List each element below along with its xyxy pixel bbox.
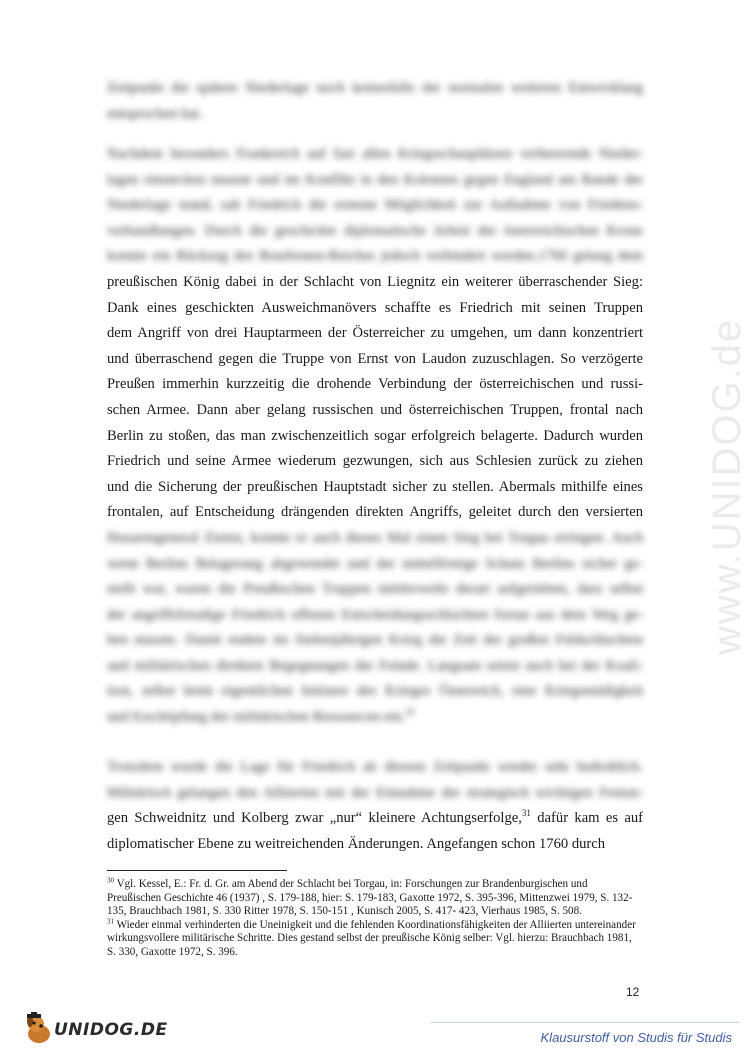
blurred-text-line bbox=[107, 168, 643, 194]
footnotes bbox=[107, 878, 643, 960]
line-text: frontalen, auf Entscheidung drängenden direkten Angriffs, geleitet durch den versierten bbox=[107, 504, 643, 521]
text-line bbox=[107, 424, 643, 450]
footnote-reference: 30 bbox=[405, 707, 415, 718]
line-text: und Erschöpfung der militärischen Ressourcen ein. bbox=[107, 709, 406, 726]
footnote-text: Wieder einmal verhinderten die Uneinigkeit und die fehlenden Koordinationsfähigkeiten der Alliierten untereinander wirkungsvollere militärische Schritte. Dies gestand selbst der preußische König selber: Vgl. hierzu: Brauchbach 1981, S. 330, Gaxotte 1972, S. 396. bbox=[107, 918, 636, 958]
paragraph bbox=[107, 142, 643, 731]
blurred-text-line bbox=[107, 755, 643, 781]
line-text: und die Sicherung der preußischen Hauptstadt sicher zu stellen. Abermals mithilfe eines bbox=[107, 478, 643, 495]
line-text: und überraschend gegen die Truppe von Ernst von Laudon zuzuschlagen. So verzögerte bbox=[107, 350, 643, 367]
paragraph bbox=[107, 76, 643, 127]
blurred-text-line bbox=[107, 526, 643, 552]
line-text: Nachdem besonders Frankreich auf fast allen Kriegsschauplätzen verheerende Nieder- bbox=[107, 146, 643, 162]
blurred-text-line bbox=[107, 654, 643, 680]
footnote bbox=[107, 878, 643, 919]
line-text: Berlin zu stoßen, das man zwischenzeitlich sogar erfolgreich belagerte. Dadurch wurden bbox=[107, 427, 643, 444]
blurred-text-line bbox=[107, 142, 643, 168]
line-text: Zeitpunkt die spätere Niederlage noch keinesfalls der normalen weiteren Entwicklung bbox=[107, 80, 643, 96]
line-text: entsprochen hat. bbox=[107, 105, 203, 122]
line-text: Preußen immerhin kurzzeitig die drohende Verbindung der österreichischen und russi- bbox=[107, 376, 643, 393]
line-text: konnte ein Rückzug des Bourbonen-Reiches jedoch verhindert werden.1760 gelang dem bbox=[107, 248, 643, 265]
line-text: verhandlungen. Durch die geschickte diplomatische Arbeit der österreichischen Krone bbox=[107, 222, 643, 239]
text-line bbox=[107, 372, 643, 398]
text-line bbox=[107, 500, 643, 526]
text-line bbox=[107, 270, 643, 296]
text-line bbox=[107, 475, 643, 501]
line-text: wenn Berlins Belagerung abgewendet und der mittelfristige Schutz Berlins sicher ge- bbox=[107, 555, 643, 572]
line-text: hen musste. Damit endete im Siebenjährigen Krieg die Zeit der großen Feldschlachten bbox=[107, 632, 643, 649]
line-text: dem Angriff von drei Hauptarmeen der Österreicher zu umgehen, um dann konzentriert bbox=[107, 325, 643, 342]
blurred-text-line bbox=[107, 552, 643, 578]
watermark: www.UNIDOG.de bbox=[705, 317, 749, 655]
line-text: stellt war, waren die Preußischen Truppen mittlerweile derart aufgerieben, dass selbst bbox=[107, 581, 643, 598]
text-line bbox=[107, 398, 643, 424]
line-text: Niederlage stand, sah Friedrich die erneute Möglichkeit zur Aufnahme von Friedens- bbox=[107, 197, 643, 214]
line-text: preußischen König dabei in der Schlacht von Liegnitz ein weiterer überraschender Sieg: bbox=[107, 273, 643, 290]
footnote-number: 30 bbox=[107, 876, 114, 885]
line-text: Friedrich und seine Armee wiederum gezwungen, sich aus Schlesien zurück zu ziehen bbox=[107, 453, 643, 470]
text-line bbox=[107, 832, 643, 858]
blurred-text-line bbox=[107, 219, 643, 245]
blurred-text-line bbox=[107, 577, 643, 603]
line-text: Trotzdem wurde die Lage für Friedrich ab diesem Zeitpunkt wieder sehr bedrohlich. bbox=[107, 759, 643, 775]
blurred-text-line bbox=[107, 781, 643, 807]
line-text: gen Schweidnitz und Kolberg zwar „nur“ kleinere Achtungserfolge, bbox=[107, 810, 522, 827]
text-line bbox=[107, 321, 643, 347]
text-line bbox=[107, 296, 643, 322]
footer-tagline: Klausurstoff von Studis für Studis bbox=[540, 1030, 732, 1045]
blurred-text-line bbox=[107, 705, 643, 731]
blurred-text-line bbox=[107, 628, 643, 654]
line-text: lagen einstecken musste und im Konflikt in den Kolonien gegen England am Rande der bbox=[107, 171, 643, 188]
blurred-text-line bbox=[107, 244, 643, 270]
blurred-text-line bbox=[107, 102, 643, 128]
line-text: Militärisch gelangen den Alliierten mit der Einnahme der strategisch wichtigen Festun- bbox=[107, 784, 643, 801]
footnote-reference: 31 bbox=[521, 808, 531, 819]
text-line bbox=[107, 449, 643, 475]
paragraph bbox=[107, 755, 643, 857]
line-text: diplomatischer Ebene zu weitreichenden Änderungen. Angefangen schon 1760 durch bbox=[107, 835, 606, 852]
line-text: der angriffsfreudige Friedrich offenen Entscheidungsschlachten fortan aus dem Weg ge- bbox=[107, 606, 643, 623]
footnote bbox=[107, 919, 643, 960]
text-line bbox=[107, 347, 643, 373]
blurred-text-line bbox=[107, 603, 643, 629]
line-text: und militärischen direkten Begegnungen der Feinde. Langsam setzte auch bei der Koali- bbox=[107, 657, 643, 674]
logo-text: UNIDOG.DE bbox=[54, 1020, 168, 1040]
line-text: schen Armee. Dann aber gelang russischen und österreichischen Truppen, frontal nach bbox=[107, 401, 643, 418]
line-text: tion, selbst beim eigentlichen Initiator des Krieges Österreich, eine Kriegsmüdigkeit bbox=[107, 683, 643, 700]
blurred-text-line bbox=[107, 679, 643, 705]
blurred-text-line bbox=[107, 193, 643, 219]
line-text: Husarengeneral Zieten, konnte er auch dieses Mal einen Sieg bei Torgau erringen. Auch bbox=[107, 529, 643, 546]
footer-rule bbox=[430, 1022, 740, 1023]
line-text-continued: dafür kam es auf bbox=[530, 810, 643, 827]
text-line bbox=[107, 806, 643, 832]
footnote-text: Vgl. Kessel, E.: Fr. d. Gr. am Abend der Schlacht bei Torgau, in: Forschungen zur Brandenburgischen und Preußischen Geschichte 46 (1937) , S. 179-188, hier: S. 179-183, Gaxotte 1972, S. 395-396, Mittenzwei 1979, S. 132-135, Brauchbach 1981, S. 330 Ritter 1978, S. 150-151 , Kunisch 2005, S. 417- 423, Vierhaus 1985, S. 508. bbox=[107, 878, 633, 918]
page-number: 12 bbox=[626, 985, 640, 999]
line-text: Dank eines geschickten Ausweichmanövers schaffte es Friedrich mit seinen Truppen bbox=[107, 299, 643, 316]
unidog-logo bbox=[22, 1012, 168, 1050]
blurred-text-line bbox=[107, 76, 643, 102]
footnote-separator bbox=[107, 870, 287, 871]
dog-icon bbox=[22, 1012, 56, 1046]
footnote-number: 31 bbox=[107, 917, 114, 926]
